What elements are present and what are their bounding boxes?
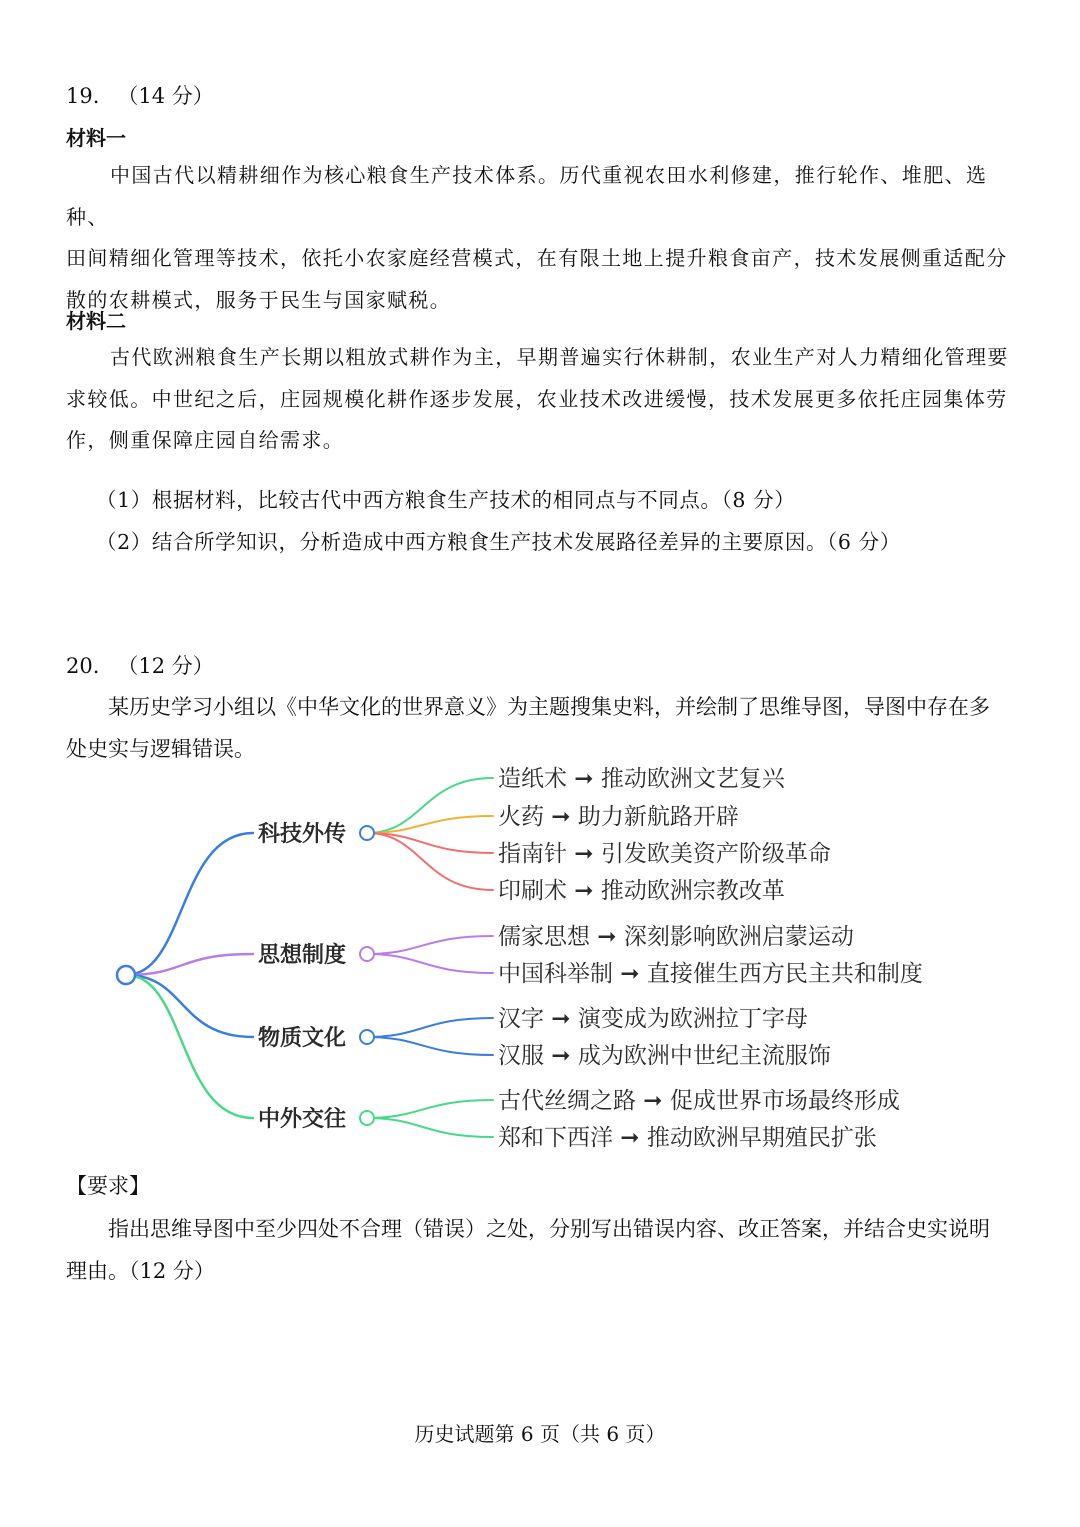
q19-subquestion-2: （2）结合所学知识，分析造成中西方粮食生产技术发展路径差异的主要原因。（6 分） bbox=[96, 530, 901, 554]
branch-label: 中外交往 bbox=[258, 1107, 347, 1132]
branch-label: 思想制度 bbox=[258, 943, 347, 968]
q19-subquestion-1: （1）根据材料，比较古代中西方粮食生产技术的相同点与不同点。（8 分） bbox=[96, 488, 796, 512]
branch-node bbox=[360, 826, 374, 840]
leaf-label: 印刷术 ➞ 推动欧洲宗教改革 bbox=[498, 878, 785, 904]
root-node bbox=[117, 966, 135, 984]
material1-line: 散的农耕模式，服务于民生与国家赋税。 bbox=[66, 287, 452, 312]
q19-number: 19. bbox=[66, 84, 100, 108]
material2-line: 求较低。中世纪之后，庄园规模化耕作逐步发展，农业技术改进缓慢，技术发展更多依托庄园集体劳 bbox=[66, 386, 1008, 411]
leaf-connector bbox=[367, 1100, 493, 1118]
material2-line: 古代欧洲粮食生产长期以粗放式耕作为主，早期普遍实行休耕制，农业生产对人力精细化管理要 bbox=[110, 345, 1009, 369]
leaf-connector bbox=[367, 936, 493, 954]
leaf-label: 指南针 ➞ 引发欧美资产阶级革命 bbox=[498, 841, 831, 867]
q20-number: 20. bbox=[66, 654, 100, 678]
leaf-connector bbox=[367, 1018, 493, 1037]
branch-label: 科技外传 bbox=[258, 822, 347, 847]
branch-node bbox=[360, 1111, 374, 1125]
branch-node bbox=[360, 947, 374, 961]
branch-node bbox=[360, 1030, 374, 1044]
q19-score: （14 分） bbox=[117, 84, 214, 108]
material2-line: 作，侧重保障庄园自给需求。 bbox=[66, 428, 345, 452]
branch-connector bbox=[126, 975, 253, 1118]
branch-connector bbox=[126, 975, 253, 1037]
branch-connector bbox=[126, 954, 253, 975]
leaf-label: 儒家思想 ➞ 深刻影响欧洲启蒙运动 bbox=[498, 924, 854, 950]
leaf-connector bbox=[367, 1118, 493, 1137]
q20-intro-line-2: 处史实与逻辑错误。 bbox=[66, 737, 255, 761]
branch-label: 物质文化 bbox=[258, 1026, 347, 1051]
leaf-connector bbox=[367, 778, 493, 833]
leaf-label: 郑和下西洋 ➞ 推动欧洲早期殖民扩张 bbox=[498, 1125, 877, 1151]
leaf-connector bbox=[367, 954, 493, 973]
leaf-connector bbox=[367, 1037, 493, 1055]
requirement-line-2: 理由。（12 分） bbox=[66, 1259, 215, 1283]
leaf-connector bbox=[367, 833, 493, 890]
requirement-line-1: 指出思维导图中至少四处不合理（错误）之处，分别写出错误内容、改正答案，并结合史实说明 bbox=[108, 1217, 990, 1241]
leaf-label: 古代丝绸之路 ➞ 促成世界市场最终形成 bbox=[498, 1088, 900, 1114]
leaf-label: 汉服 ➞ 成为欧洲中世纪主流服饰 bbox=[498, 1043, 831, 1069]
material2-title: 材料二 bbox=[66, 309, 126, 333]
q20-score: （12 分） bbox=[117, 654, 214, 678]
leaf-label: 汉字 ➞ 演变成为欧洲拉丁字母 bbox=[498, 1006, 808, 1032]
q20-intro-line-1: 某历史学习小组以《中华文化的世界意义》为主题搜集史料，并绘制了思维导图，导图中存在多 bbox=[108, 695, 990, 719]
material1-line: 中国古代以精耕细作为核心粮食生产技术体系。历代重视农田水利修建，推行轮作、堆肥、选种、 bbox=[66, 163, 988, 229]
material1-title: 材料一 bbox=[66, 126, 126, 150]
material1-line: 田间精细化管理等技术，依托小农家庭经营模式，在有限土地上提升粮食亩产，技术发展侧重适配分 bbox=[66, 246, 1008, 270]
leaf-label: 造纸术 ➞ 推动欧洲文艺复兴 bbox=[498, 766, 785, 792]
page-footer: 历史试题第 6 页（共 6 页） bbox=[414, 1422, 666, 1446]
requirement-title: 【要求】 bbox=[66, 1174, 150, 1198]
leaf-label: 中国科举制 ➞ 直接催生西方民主共和制度 bbox=[498, 961, 923, 987]
leaf-label: 火药 ➞ 助力新航路开辟 bbox=[498, 804, 739, 830]
